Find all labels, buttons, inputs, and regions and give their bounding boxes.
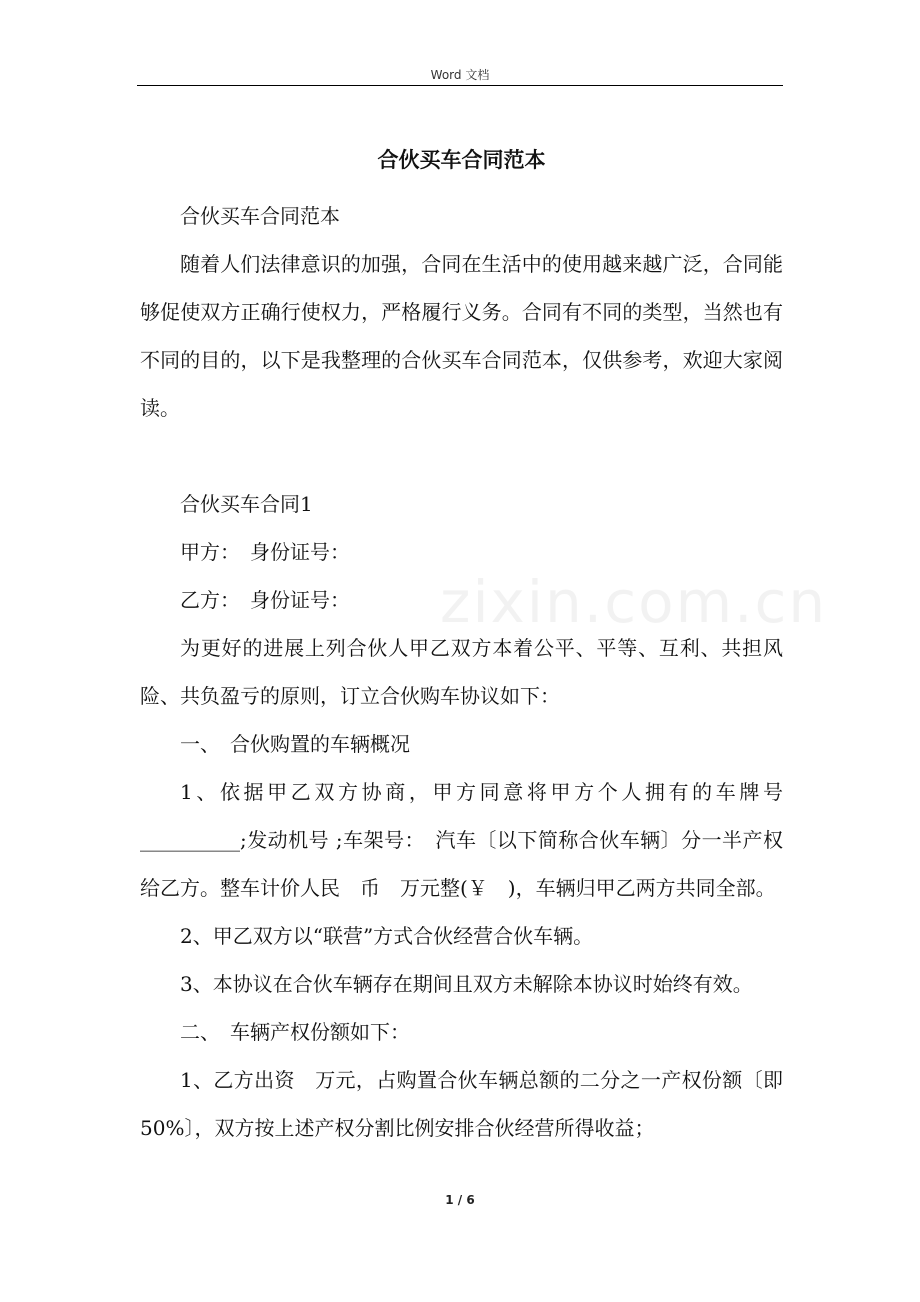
section-1-item-1: 1、依据甲乙双方协商，甲方同意将甲方个人拥有的车牌号__________;发动机号 ;车架号： 汽车〔以下简称合伙车辆〕分一半产权给乙方。整车计价人民 币 万元整(￥ )，车辆归甲乙两方共同全部。 xyxy=(140,780,783,900)
intro-line: 合伙买车合同范本 xyxy=(180,204,340,228)
preamble-paragraph: 为更好的进展上列合伙人甲乙双方本着公平、平等、互利、共担风险、共负盈亏的原则，订立合伙购车协议如下： xyxy=(140,636,783,708)
section-1-heading: 一、 合伙购置的车辆概况 xyxy=(180,732,410,756)
intro-paragraph: 随着人们法律意识的加强，合同在生活中的使用越来越广泛，合同能够促使双方正确行使权力，严格履行义务。合同有不同的类型，当然也有不同的目的，以下是我整理的合伙买车合同范本，仅供参考，欢迎大家阅读。 xyxy=(140,252,783,420)
blank-line xyxy=(140,432,783,480)
party-b-line: 乙方： 身份证号： xyxy=(180,588,350,612)
document-body xyxy=(140,140,783,1152)
page-number: 1 / 6 xyxy=(445,1193,475,1207)
watermark: zixin.com.cn xyxy=(440,568,828,636)
party-a-line: 甲方： 身份证号： xyxy=(180,540,350,564)
section-1-item-3: 3、本协议在合伙车辆存在期间且双方未解除本协议时始终有效。 xyxy=(180,972,753,996)
document-title: 合伙买车合同范本 xyxy=(377,147,546,172)
contract-heading: 合伙买车合同1 xyxy=(180,492,313,516)
section-2-heading: 二、 车辆产权份额如下： xyxy=(180,1020,410,1044)
header-rule xyxy=(137,85,783,86)
section-2-item-1: 1、乙方出资 万元，占购置合伙车辆总额的二分之一产权份额〔即 50%〕，双方按上述产权分割比例安排合伙经营所得收益； xyxy=(140,1068,783,1140)
page-header: Word 文档 xyxy=(430,68,490,82)
section-1-item-2: 2、甲乙双方以“联营”方式合伙经营合伙车辆。 xyxy=(180,924,594,948)
